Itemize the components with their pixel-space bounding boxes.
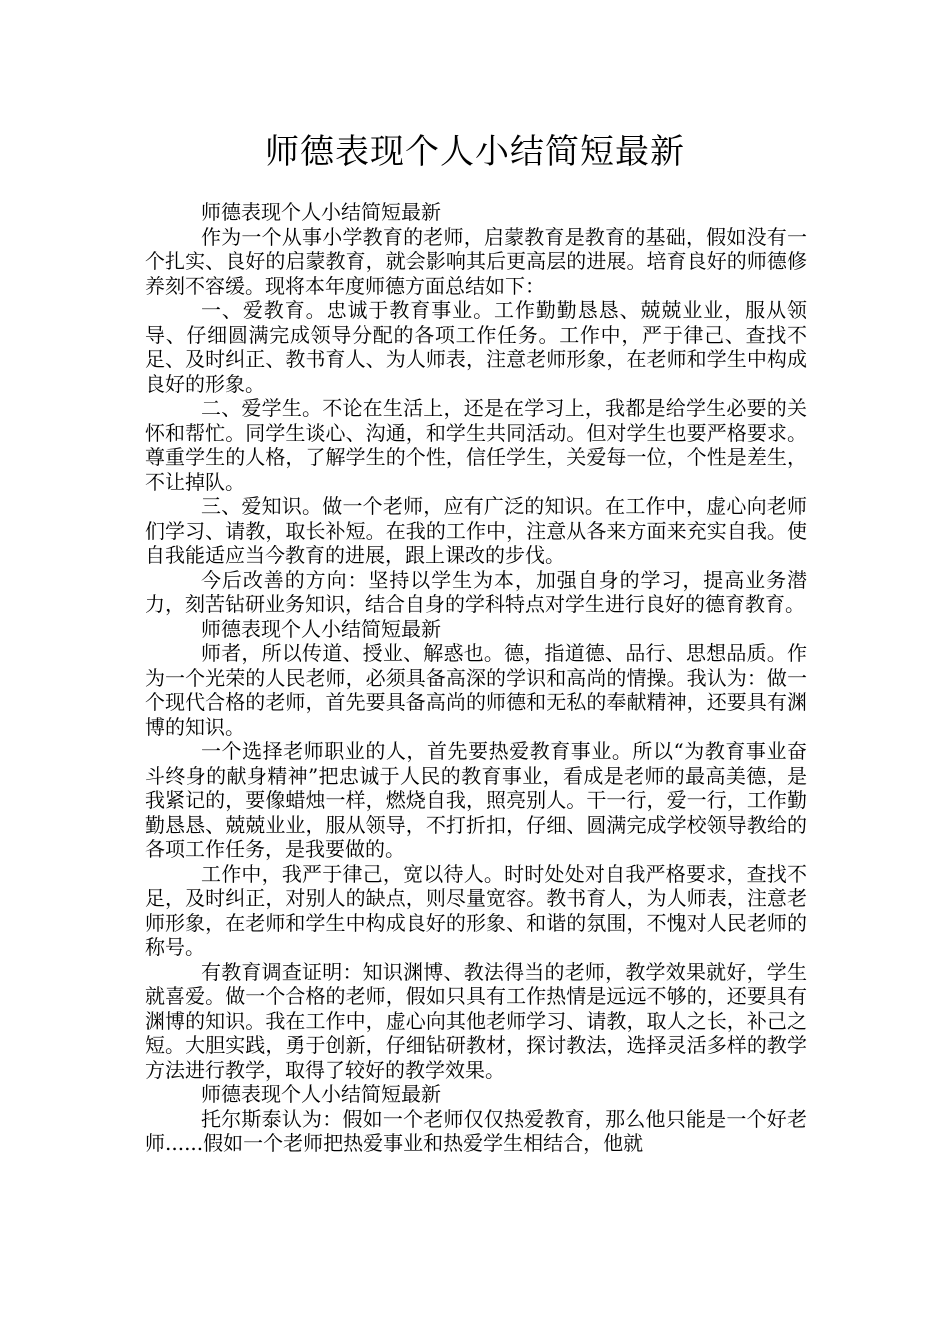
paragraph: 二、爱学生。不论在生活上，还是在学习上，我都是给学生必要的关怀和帮忙。同学生谈心、沟通，和学生共同活动。但对学生也要严格要求。尊重学生的人格，了解学生的个性，信任学生，关爱每一位，个性是差生，不让掉队。 — [145, 396, 807, 494]
paragraph: 师德表现个人小结简短最新 — [201, 200, 441, 224]
paragraph: 工作中，我严于律己，宽以待人。时时处处对自我严格要求，查找不足，及时纠正，对别人的缺点，则尽量宽容。教书育人，为人师表，注意老师形象，在老师和学生中构成良好的形象、和谐的氛围，不愧对人民老师的称号。 — [145, 861, 807, 959]
paragraph: 师德表现个人小结简短最新 — [201, 616, 441, 641]
paragraph: 师德表现个人小结简短最新 — [201, 1082, 441, 1106]
document-title: 师德表现个人小结简短最新 — [265, 132, 685, 172]
document-body — [145, 200, 807, 1156]
paragraph: 师者，所以传道、授业、解惑也。德，指道德、品行、思想品质。作为一个光荣的人民老师，必须具备高深的学识和高尚的情操。我认为：做一个现代合格的老师，首先要具备高尚的师德和无私的奉献精神，还要具有渊博的知识。 — [145, 641, 807, 739]
paragraph: 托尔斯泰认为：假如一个老师仅仅热爱教育，那么他只能是一个好老师......假如一个老师把热爱事业和热爱学生相结合，他就 — [145, 1106, 807, 1155]
paragraph: 今后改善的方向：坚持以学生为本，加强自身的学习，提高业务潜力，刻苦钻研业务知识，结合自身的学科特点对学生进行良好的德育教育。 — [145, 567, 807, 616]
paragraph: 有教育调查证明：知识渊博、教法得当的老师，教学效果就好，学生就喜爱。做一个合格的老师，假如只具有工作热情是远远不够的，还要具有渊博的知识。我在工作中，虚心向其他老师学习、请教，取人之长，补己之短。大胆实践，勇于创新，仔细钻研教材，探讨教法，选择灵活多样的教学方法进行教学，取得了较好的教学效果。 — [145, 959, 807, 1082]
paragraph: 一个选择老师职业的人，首先要热爱教育事业。所以“为教育事业奋斗终身的献身精神”把忠诚于人民的教育事业，看成是老师的最高美德，是我紧记的，要像蜡烛一样，燃烧自我，照亮别人。干一行，爱一行，工作勤勤恳恳、兢兢业业，服从领导，不打折扣，仔细、圆满完成学校领导教给的各项工作任务，是我要做的。 — [145, 739, 807, 861]
paragraph: 作为一个从事小学教育的老师，启蒙教育是教育的基础，假如没有一个扎实、良好的启蒙教育，就会影响其后更高层的进展。培育良好的师德修养刻不容缓。现将本年度师德方面总结如下： — [145, 224, 807, 298]
paragraph: 三、爱知识。做一个老师，应有广泛的知识。在工作中，虚心向老师们学习、请教，取长补短。在我的工作中，注意从各来方面来充实自我。使自我能适应当今教育的进展，跟上课改的步伐。 — [145, 494, 807, 567]
paragraph: 一、爱教育。忠诚于教育事业。工作勤勤恳恳、兢兢业业，服从领导、仔细圆满完成领导分配的各项工作任务。工作中，严于律己、查找不足、及时纠正、教书育人、为人师表，注意老师形象，在老师和学生中构成良好的形象。 — [145, 298, 807, 396]
